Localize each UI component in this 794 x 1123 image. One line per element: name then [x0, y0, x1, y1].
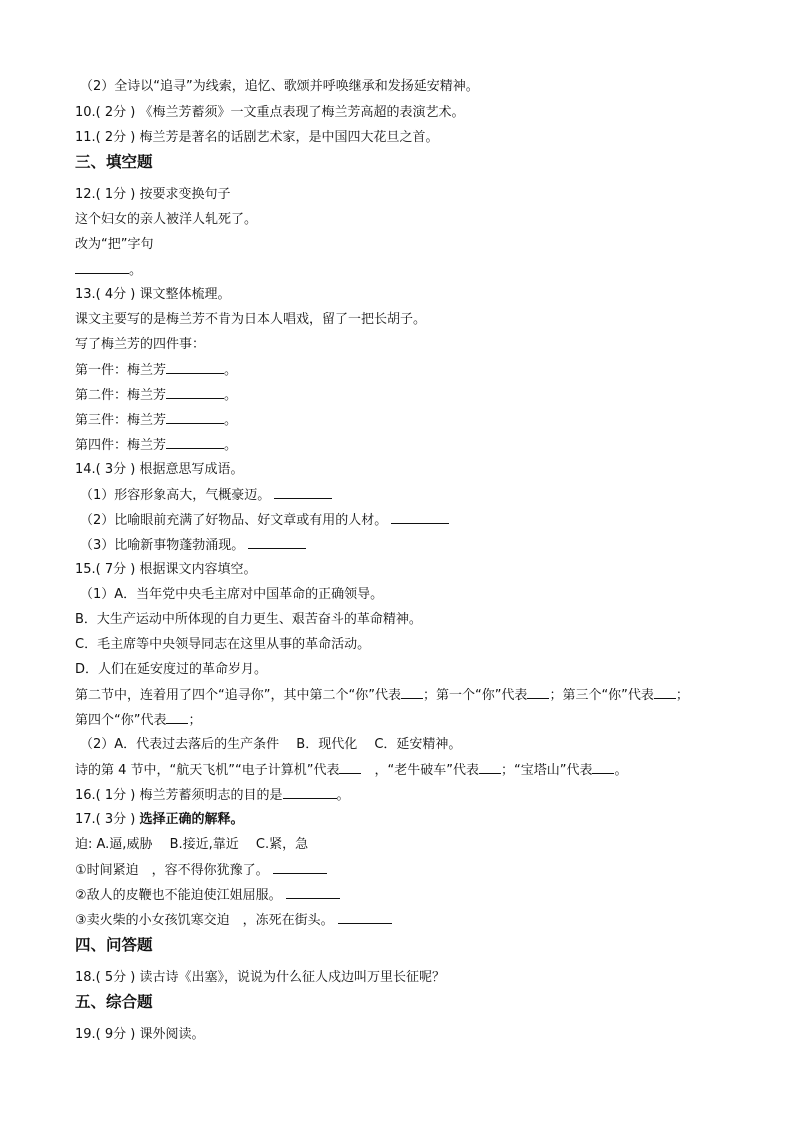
answer-blank[interactable]: [286, 886, 340, 899]
answer-line: 。: [75, 261, 142, 280]
text-line: D．人们在延安度过的革命岁月。: [75, 662, 268, 677]
text-line: ③卖火柴的小女孩饥寒交迫 ，冻死在街头。: [75, 911, 392, 930]
text-line: 写了梅兰芳的四件事：: [75, 337, 206, 352]
text-line: 改为“把”字句: [75, 237, 154, 252]
text-line: 第二件：梅兰芳 。: [75, 388, 238, 403]
section-heading-comprehensive: 五、综合题: [75, 993, 153, 1011]
answer-blank[interactable]: [166, 386, 224, 399]
text-line: 第一件：梅兰芳 。: [75, 363, 238, 378]
answer-blank[interactable]: [527, 686, 549, 699]
answer-blank[interactable]: [75, 261, 129, 274]
text-line: （2）比喻眼前充满了好物品、好文章或有用的人材。: [80, 511, 449, 530]
answer-blank[interactable]: [401, 686, 423, 699]
text-line: 第三件：梅兰芳 。: [75, 413, 238, 428]
question-14: 14.( 3分 ) 根据意思写成语。: [75, 462, 244, 477]
question-15: 15.( 7分 ) 根据课文内容填空。: [75, 562, 257, 577]
text-line: （2）A．代表过去落后的生产条件 B．现代化 C．延安精神。: [80, 737, 462, 752]
section-heading-qa: 四、问答题: [75, 936, 153, 954]
text-line: （1）形容形象高大，气概豪迈。: [80, 486, 332, 505]
answer-blank[interactable]: [592, 761, 614, 774]
question-19: 19.( 9分 ) 课外阅读。: [75, 1027, 205, 1042]
question-17: 17.( 3分 ) 选择正确的解释。: [75, 812, 244, 827]
text-line: （2）全诗以“追寻”为线索，追忆、歌颂并呼唤继承和发扬延安精神。: [80, 79, 479, 94]
text-line: 第二节中，连着用了四个“追寻你”，其中第二个“你”代表 ；第一个“你”代表 ；第三个“你”代表 ；: [75, 688, 689, 703]
text-line: （3）比喻新事物蓬勃涌现。: [80, 536, 306, 555]
section-heading-fill-blank: 三、填空题: [75, 153, 153, 171]
answer-blank[interactable]: [479, 761, 501, 774]
text-line: ②敌人的皮鞭也不能迫使江姐屈服。: [75, 886, 340, 905]
text-line: 这个妇女的亲人被洋人轧死了。: [75, 212, 258, 227]
question-18: 18.( 5分 ) 读古诗《出塞》，说说为什么征人戍边叫万里长征呢？: [75, 970, 445, 985]
text-line: 第四个“你”代表 ；: [75, 713, 202, 728]
text-line: 第四件：梅兰芳 。: [75, 438, 238, 453]
answer-blank[interactable]: [274, 486, 332, 499]
answer-blank[interactable]: [339, 761, 361, 774]
text-line: 课文主要写的是梅兰芳不肯为日本人唱戏，留了一把长胡子。: [75, 312, 427, 327]
text-line: （1）A．当年党中央毛主席对中国革命的正确领导。: [80, 587, 384, 602]
answer-blank[interactable]: [283, 786, 337, 799]
answer-blank[interactable]: [166, 436, 224, 449]
answer-blank[interactable]: [391, 511, 449, 524]
answer-blank[interactable]: [654, 686, 676, 699]
answer-blank[interactable]: [166, 711, 188, 724]
answer-blank[interactable]: [166, 361, 224, 374]
answer-blank[interactable]: [338, 911, 392, 924]
text-line: 迫: A.逼,威胁 B.接近,靠近 C.紧，急: [75, 837, 309, 852]
text-line: ①时间紧迫 ，容不得你犹豫了。: [75, 861, 327, 880]
question-12: 12.( 1分 ) 按要求变换句子: [75, 187, 231, 202]
answer-blank[interactable]: [248, 536, 306, 549]
text-line: B．大生产运动中所体现的自力更生、艰苦奋斗的革命精神。: [75, 612, 422, 627]
question-16: 16.( 1分 ) 梅兰芳蓄须明志的目的是 。: [75, 788, 350, 803]
question-13: 13.( 4分 ) 课文整体梳理。: [75, 287, 231, 302]
text-line: C．毛主席等中央领导同志在这里从事的革命活动。: [75, 637, 371, 652]
question-10: 10.( 2分 ) 《梅兰芳蓄须》一文重点表现了梅兰芳高超的表演艺术。: [75, 105, 465, 120]
text-line: 诗的第 4 节中，“航天飞机”“电子计算机”代表 ，“老牛破车”代表 ；“宝塔山”代表 。: [75, 763, 628, 778]
answer-blank[interactable]: [273, 861, 327, 874]
question-11: 11.( 2分 ) 梅兰芳是著名的话剧艺术家，是中国四大花旦之首。: [75, 130, 439, 145]
answer-blank[interactable]: [166, 411, 224, 424]
